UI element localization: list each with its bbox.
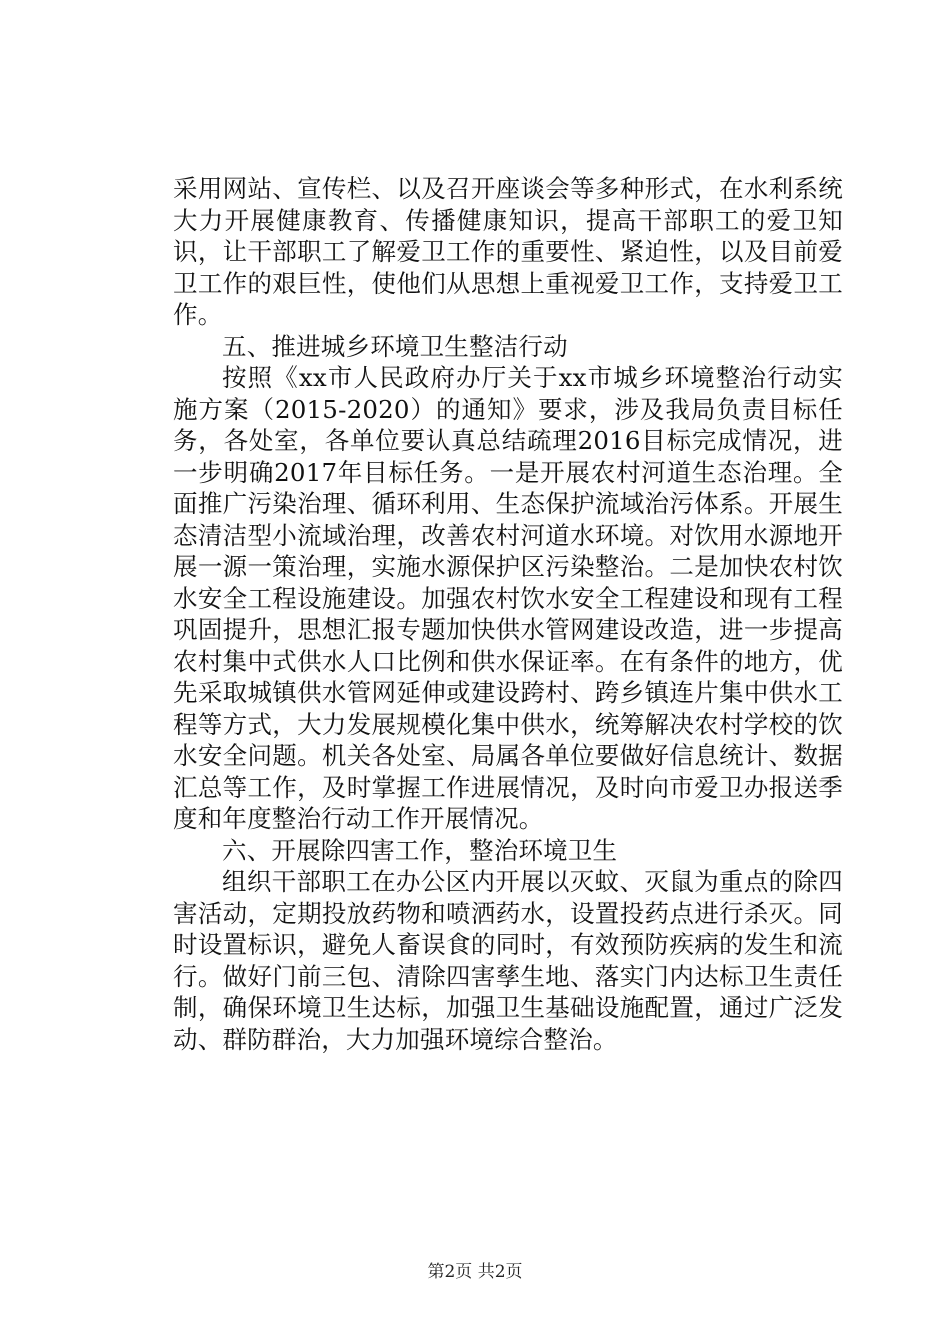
paragraph-section-5: 按照《xx市人民政府办厅关于xx市城乡环境整治行动实施方案（2015-2020）的通知》要求，涉及我局负责目标任务，各处室，各单位要认真总结疏理2016目标完成情况，进一步明确2017年目标任务。一是开展农村河道生态治理。全面推广污染治理、循环利用、生态保护流域治污体系。开展生态清洁型小流域治理，改善农村河道水环境。对饮用水源地开展一源一策治理，实施水源保护区污染整治。二是加快农村饮水安全工程设施建设。加强农村饮水安全工程建设和现有工程巩固提升，思想汇报专题加快供水管网建设改造，进一步提高农村集中式供水人口比例和供水保证率。在有条件的地方，优先采取城镇供水管网延伸或建设跨村、跨乡镇连片集中供水工程等方式，大力发展规模化集中供水，统筹解决农村学校的饮水安全问题。机关各处室、局属各单位要做好信息统计、数据汇总等工作，及时掌握工作进展情况，及时向市爱卫办报送季度和年度整治行动工作开展情况。	[173, 363, 843, 833]
section-heading-5: 五、推进城乡环境卫生整洁行动	[222, 331, 568, 361]
section-heading-6: 六、开展除四害工作，整治环境卫生	[222, 835, 618, 865]
page-footer: 第2页 共2页	[427, 1262, 523, 1282]
document-body	[173, 173, 843, 1055]
paragraph-continuation: 采用网站、宣传栏、以及召开座谈会等多种形式，在水利系统大力开展健康教育、传播健康知识，提高干部职工的爱卫知识，让干部职工了解爱卫工作的重要性、紧迫性，以及目前爱卫工作的艰巨性，使他们从思想上重视爱卫工作，支持爱卫工作。	[173, 174, 843, 329]
paragraph-section-6: 组织干部职工在办公区内开展以灭蚊、灭鼠为重点的除四害活动，定期投放药物和喷洒药水，设置投药点进行杀灭。同时设置标识，避免人畜误食的同时，有效预防疾病的发生和流行。做好门前三包、清除四害孳生地、落实门内达标卫生责任制，确保环境卫生达标，加强卫生基础设施配置，通过广泛发动、群防群治，大力加强环境综合整治。	[173, 867, 843, 1054]
